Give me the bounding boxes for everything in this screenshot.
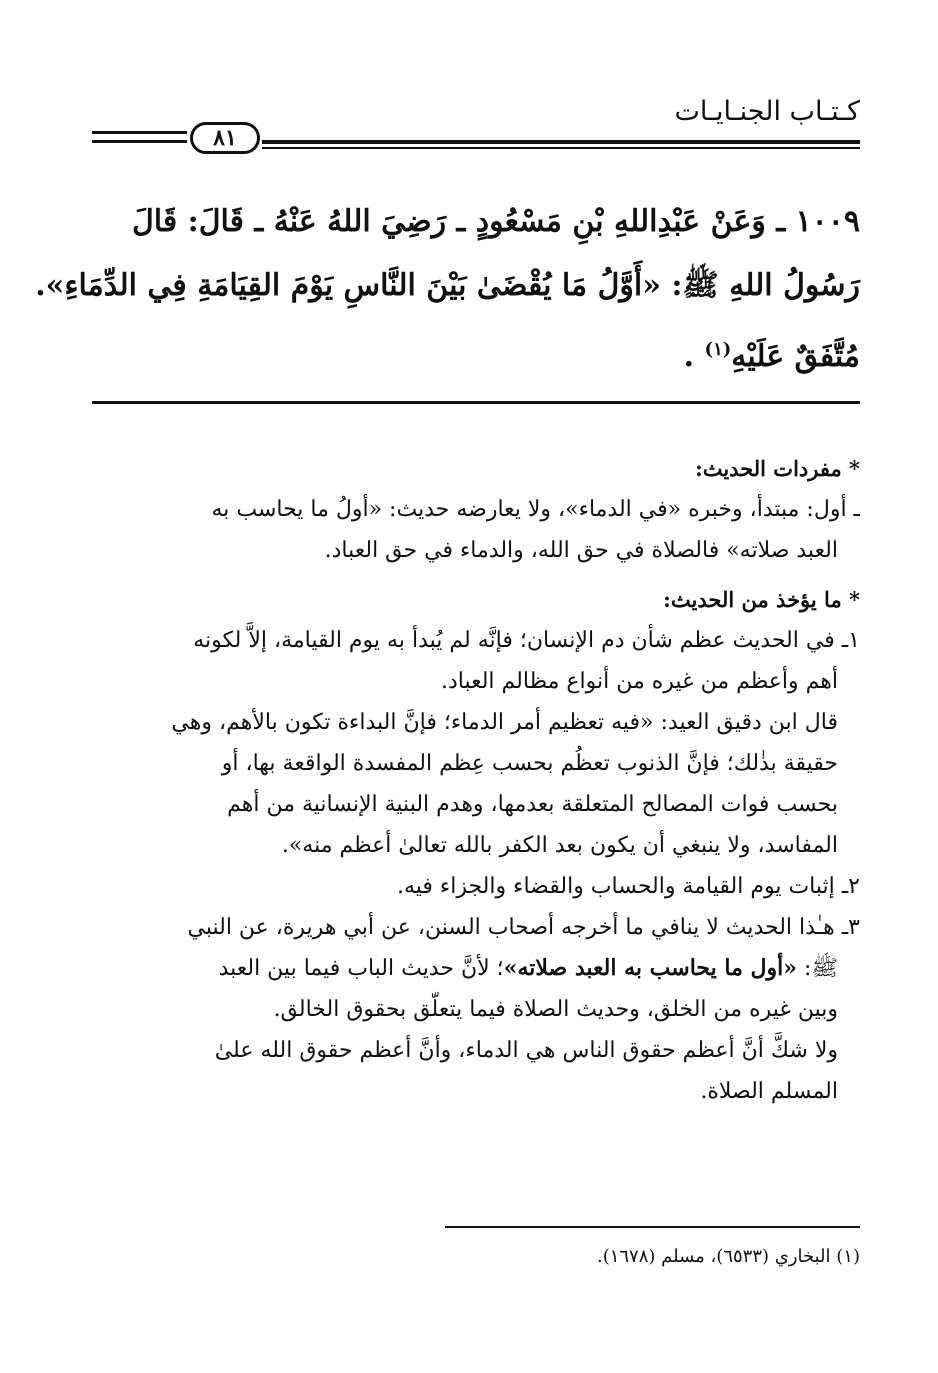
header-left-rule-2	[92, 140, 187, 143]
hadith-line-2: رَسُولُ اللهِ ﷺ: «أَوَّلُ مَا يُقْضَىٰ بَيْنَ النَّاسِ يَوْمَ القِيَامَةِ فِي الدِّمَاءِ».	[35, 268, 860, 303]
lesson-line: ٢ـ إثبات يوم القيامة والحساب والقضاء والجزاء فيه.	[396, 874, 860, 899]
lesson-line: حقيقة بذٰلك؛ فإنَّ الذنوب تعظُم بحسب عِظم المفسدة الواقعة بها، أو	[221, 751, 838, 776]
running-title: كـتـاب الجنـايـات	[674, 96, 860, 127]
hadith-line-3: مُتَّفَقٌ عَلَيْهِ$^{(١)}$ .	[683, 339, 860, 374]
footnote-rule	[445, 1226, 860, 1228]
lesson-line: ٣ـ هـٰذا الحديث لا ينافي ما أخرجه أصحاب السنن، عن أبي هريرة، عن النبي	[187, 915, 860, 940]
lessons-heading: * ما يؤخذ من الحديث:	[663, 587, 860, 612]
section-divider	[92, 401, 860, 404]
lesson-line: المسلم الصلاة.	[700, 1079, 838, 1104]
page-number: ٨١	[190, 122, 260, 154]
hadith-text	[35, 190, 860, 389]
vocab-heading: * مفردات الحديث:	[694, 456, 860, 481]
header-left-rule	[92, 131, 187, 134]
lesson-line: أهم وأعظم من غيره من أنواع مظالم العباد.	[440, 669, 838, 694]
lesson-line: قال ابن دقيق العيد: «فيه تعظيم أمر الدماء؛ فإنَّ البداءة تكون بالأهم، وهي	[171, 710, 838, 735]
lesson-line: ١ـ في الحديث عظم شأن دم الإنسان؛ فإنَّه لم يُبدأ به يوم القيامة، إلاَّ لكونه	[193, 628, 860, 653]
footnote-ref: (١)	[704, 339, 732, 360]
vocab-line: ـ أول: مبتدأ، وخبره «في الدماء»، ولا يعارضه حديث: «أولُ ما يحاسب به	[211, 497, 860, 522]
quoted-hadith: «أول ما يحاسب به العبد صلاته»	[503, 955, 798, 981]
header-rule	[262, 140, 860, 144]
lesson-line: المفاسد، ولا ينبغي أن يكون بعد الكفر بالله تعالىٰ أعظم منه».	[281, 833, 838, 858]
lesson-line: بحسب فوات المصالح المتعلقة بعدمها، وهدم البنية الإنسانية من أهم	[227, 792, 838, 817]
footnote: (١) البخاري (٦٥٣٣)، مسلم (١٦٧٨).	[596, 1246, 860, 1267]
lesson-line: وبين غيره من الخلق، وحديث الصلاة فيما يتعلّق بحقوق الخالق.	[273, 997, 838, 1022]
lesson-line: ولا شكَّ أنَّ أعظم حقوق الناس هي الدماء، وأنَّ أعظم حقوق الله علىٰ	[214, 1038, 838, 1063]
header-rule-thin	[262, 147, 860, 149]
lesson-line: ﷺ: «أول ما يحاسب به العبد صلاته»؛ لأنَّ حديث الباب فيما بين العبد	[218, 955, 838, 981]
hadith-line-1: ١٠٠٩ ـ وَعَنْ عَبْدِاللهِ بْنِ مَسْعُودٍ ـ رَضِيَ اللهُ عَنْهُ ـ قَالَ: قَالَ	[131, 204, 860, 239]
vocab-line: العبد صلاته» فالصلاة في حق الله، والدماء في حق العباد.	[324, 538, 838, 563]
commentary	[80, 448, 860, 1112]
hadith-number: ١٠٠٩ ـ	[776, 204, 860, 239]
